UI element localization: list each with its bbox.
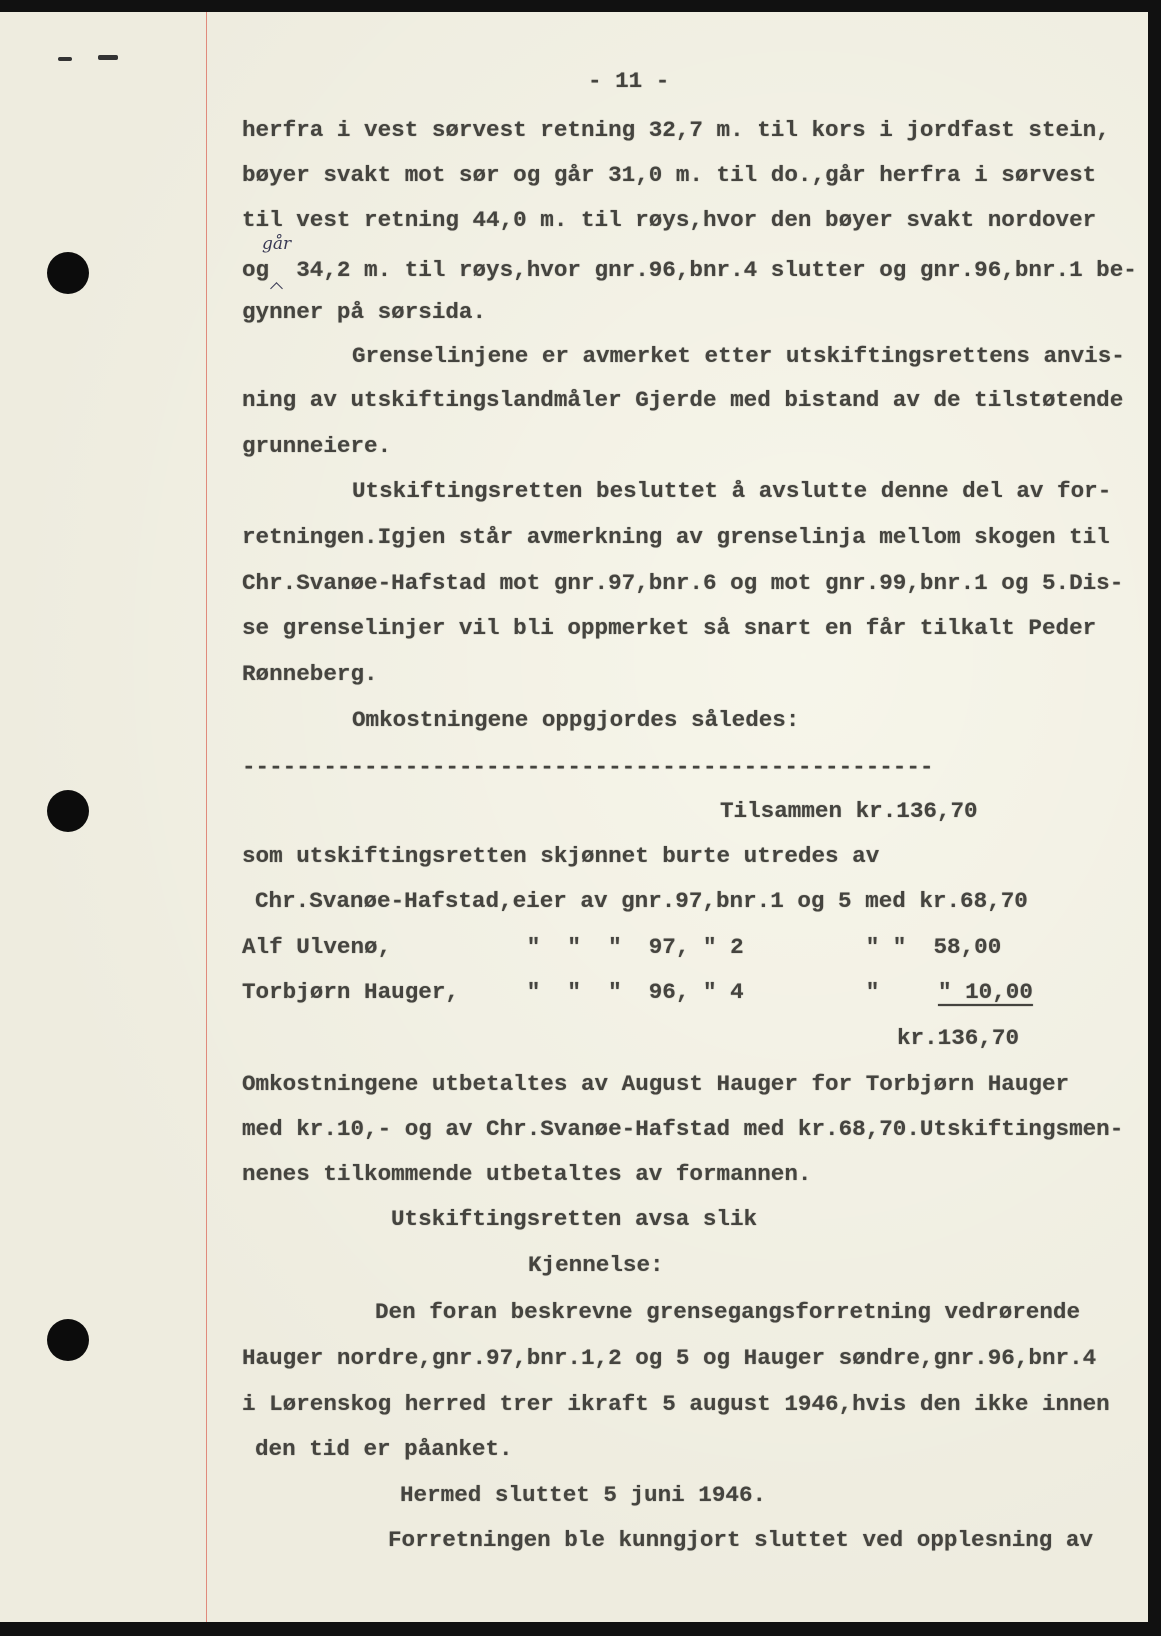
text-line: bøyer svakt mot sør og går 31,0 m. til do.,går herfra i sørvest	[242, 162, 1097, 188]
text-line: Den foran beskrevne grensegangsforretning vedrørende	[375, 1299, 1081, 1325]
total-line: Tilsammen kr.136,70	[720, 798, 978, 824]
section-heading: Kjennelse:	[528, 1252, 664, 1278]
cost-row-amount: " 10,00	[938, 979, 1033, 1005]
margin-line	[206, 12, 207, 1622]
text-line: Chr.Svanøe-Hafstad mot gnr.97,bnr.6 og mot gnr.99,bnr.1 og 5.Dis-	[242, 570, 1124, 596]
text-line: med kr.10,- og av Chr.Svanøe-Hafstad med kr.68,70.Utskiftingsmen-	[242, 1116, 1124, 1142]
text-line: Utskiftingsretten avsa slik	[391, 1206, 758, 1232]
text-line: Omkostningene utbetaltes av August Hauger for Torbjørn Hauger	[242, 1071, 1070, 1097]
handwritten-insert: går	[262, 234, 292, 254]
text-line: ning av utskiftingslandmåler Gjerde med bistand av de tilstøtende	[242, 387, 1124, 413]
scan-mark	[58, 57, 72, 61]
text-line: nenes tilkommende utbetaltes av formannen.	[242, 1161, 812, 1187]
punch-hole	[47, 790, 89, 832]
text-line: Hermed sluttet 5 juni 1946.	[400, 1482, 767, 1508]
text-line: Forretningen ble kunngjort sluttet ved opplesning av	[388, 1527, 1094, 1553]
punch-hole	[47, 252, 89, 294]
text-line: Hauger nordre,gnr.97,bnr.1,2 og 5 og Hauger søndre,gnr.96,bnr.4	[242, 1345, 1097, 1371]
text-line: gynner på sørsida.	[242, 299, 487, 325]
text-line: og 34,2 m. til røys,hvor gnr.96,bnr.4 slutter og gnr.96,bnr.1 be-	[242, 257, 1137, 283]
cost-row: Alf Ulvenø, " " " 97, " 2 " " 58,00	[242, 934, 1002, 960]
cost-sum: kr.136,70	[897, 1025, 1020, 1051]
text-line: Rønneberg.	[242, 661, 378, 687]
text-line: den tid er påanket.	[255, 1436, 513, 1462]
dashed-rule: ---------------------------------------------------	[242, 754, 934, 780]
text-line: se grenselinjer vil bli oppmerket så snart en får tilkalt Peder	[242, 615, 1097, 641]
punch-hole	[47, 1319, 89, 1361]
cost-row: Torbjørn Hauger, " " " 96, " 4 "	[242, 979, 893, 1005]
text-line: Utskiftingsretten besluttet å avslutte denne del av for-	[352, 478, 1112, 504]
text-line: grunneiere.	[242, 433, 392, 459]
text-line: retningen.Igjen står avmerkning av grenselinja mellom skogen til	[242, 524, 1110, 550]
cost-row: Chr.Svanøe-Hafstad,eier av gnr.97,bnr.1 og 5 med kr.68,70	[255, 888, 1028, 914]
scan-mark	[98, 55, 118, 60]
text-line: Grenselinjene er avmerket etter utskiftingsrettens anvis-	[352, 343, 1125, 369]
text-line: i Lørenskog herred trer ikraft 5 august 1946,hvis den ikke innen	[242, 1391, 1110, 1417]
text-line: herfra i vest sørvest retning 32,7 m. til kors i jordfast stein,	[242, 117, 1110, 143]
text-line: Omkostningene oppgjordes således:	[352, 707, 800, 733]
text-line: som utskiftingsretten skjønnet burte utredes av	[242, 843, 880, 869]
page-number: - 11 -	[588, 68, 670, 94]
text-line: til vest retning 44,0 m. til røys,hvor den bøyer svakt nordover	[242, 207, 1097, 233]
